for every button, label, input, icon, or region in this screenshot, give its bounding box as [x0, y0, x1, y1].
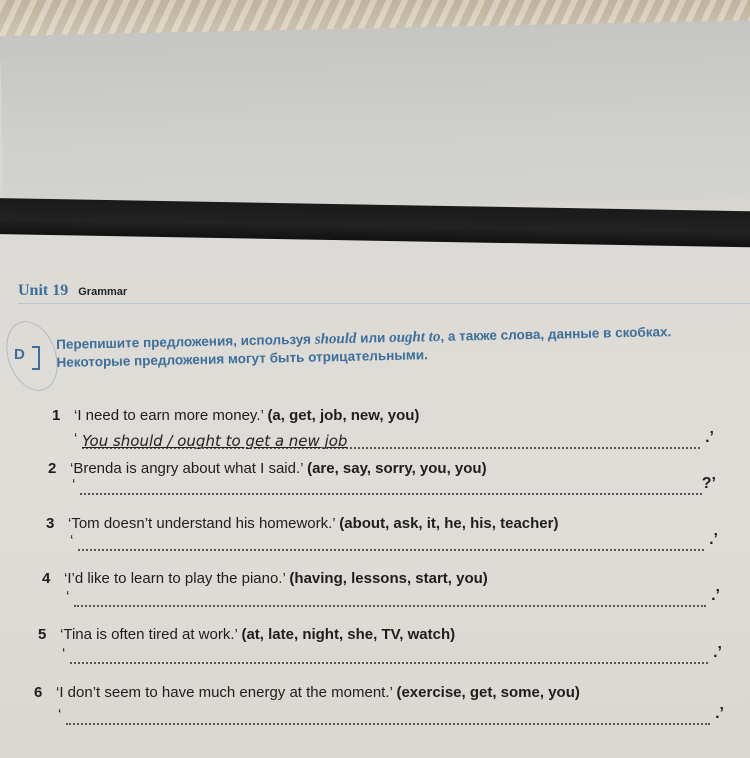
item-number: 6 — [34, 684, 43, 701]
item-hints: (at, late, night, she, TV, watch) — [241, 626, 456, 643]
answer-line-4[interactable] — [66, 587, 720, 610]
close-quote: .’ — [711, 587, 720, 604]
answer-line-1[interactable] — [74, 429, 714, 452]
unit-header — [18, 282, 127, 300]
unit-title: Unit 19 — [18, 282, 69, 299]
open-quote: ‘ — [74, 430, 78, 447]
exercise-bracket-icon — [32, 346, 40, 370]
instructions-text-2: , а также слова, данные в скобках. Некоторые предложения могут быть отрицательными. — [56, 324, 672, 370]
exercise-item-5 — [38, 626, 728, 644]
answer-line-5[interactable] — [62, 644, 722, 667]
instructions-should: should — [314, 330, 357, 348]
answer-line-3[interactable] — [70, 531, 718, 554]
item-sentence: ‘Brenda is angry about what I said.’ — [70, 460, 308, 477]
dotted-line — [70, 662, 708, 664]
handwritten-answer: You should / ought to get a new job — [82, 432, 348, 450]
open-quote: ‘ — [58, 706, 62, 723]
close-quote: ?’ — [701, 475, 716, 492]
open-quote: ‘ — [70, 532, 74, 549]
open-quote: ‘ — [62, 645, 66, 662]
item-number: 1 — [52, 407, 61, 424]
exercise-letter: D — [14, 346, 25, 363]
exercise-item-2 — [48, 460, 738, 478]
exercise-instructions — [56, 322, 717, 371]
unit-section: Grammar — [78, 286, 128, 298]
item-hints: (a, get, job, new, you) — [267, 407, 420, 424]
exercise-item-3 — [46, 515, 736, 533]
dotted-line — [66, 723, 710, 725]
close-quote: .’ — [713, 644, 722, 661]
dotted-line — [78, 549, 704, 551]
open-quote: ‘ — [66, 588, 70, 605]
header-divider — [18, 303, 750, 304]
exercise-item-4 — [42, 570, 732, 588]
instructions-or: или — [356, 330, 390, 346]
instructions-text-1: Перепишите предложения, используя — [56, 331, 315, 352]
close-quote: .’ — [709, 531, 718, 548]
item-hints: (exercise, get, some, you) — [396, 684, 580, 701]
item-sentence: ‘I don’t seem to have much energy at the moment.’ — [56, 684, 397, 701]
item-sentence: ‘Tina is often tired at work.’ — [60, 626, 242, 643]
open-quote: ‘ — [72, 476, 76, 493]
item-sentence: ‘I need to earn more money.’ — [74, 407, 268, 424]
item-number: 3 — [46, 515, 55, 532]
exercise-item-6 — [34, 684, 734, 702]
close-quote: .’ — [715, 705, 724, 722]
item-number: 4 — [42, 570, 51, 587]
exercise-item-1 — [52, 407, 742, 425]
item-sentence: ‘Tom doesn’t understand his homework.’ — [68, 515, 340, 532]
item-hints: (are, say, sorry, you, you) — [307, 460, 487, 477]
item-hints: (about, ask, it, he, his, teacher) — [339, 515, 559, 532]
dotted-line — [80, 493, 702, 495]
answer-line-2[interactable] — [72, 475, 716, 498]
item-number: 5 — [38, 626, 47, 643]
item-hints: (having, lessons, start, you) — [289, 570, 488, 587]
item-number: 2 — [48, 460, 57, 477]
close-quote: .’ — [705, 429, 714, 446]
dotted-line — [74, 605, 706, 607]
instructions-ought-to: ought to — [388, 328, 441, 347]
answer-line-6[interactable] — [58, 705, 724, 728]
item-sentence: ‘I’d like to learn to play the piano.’ — [64, 570, 290, 587]
